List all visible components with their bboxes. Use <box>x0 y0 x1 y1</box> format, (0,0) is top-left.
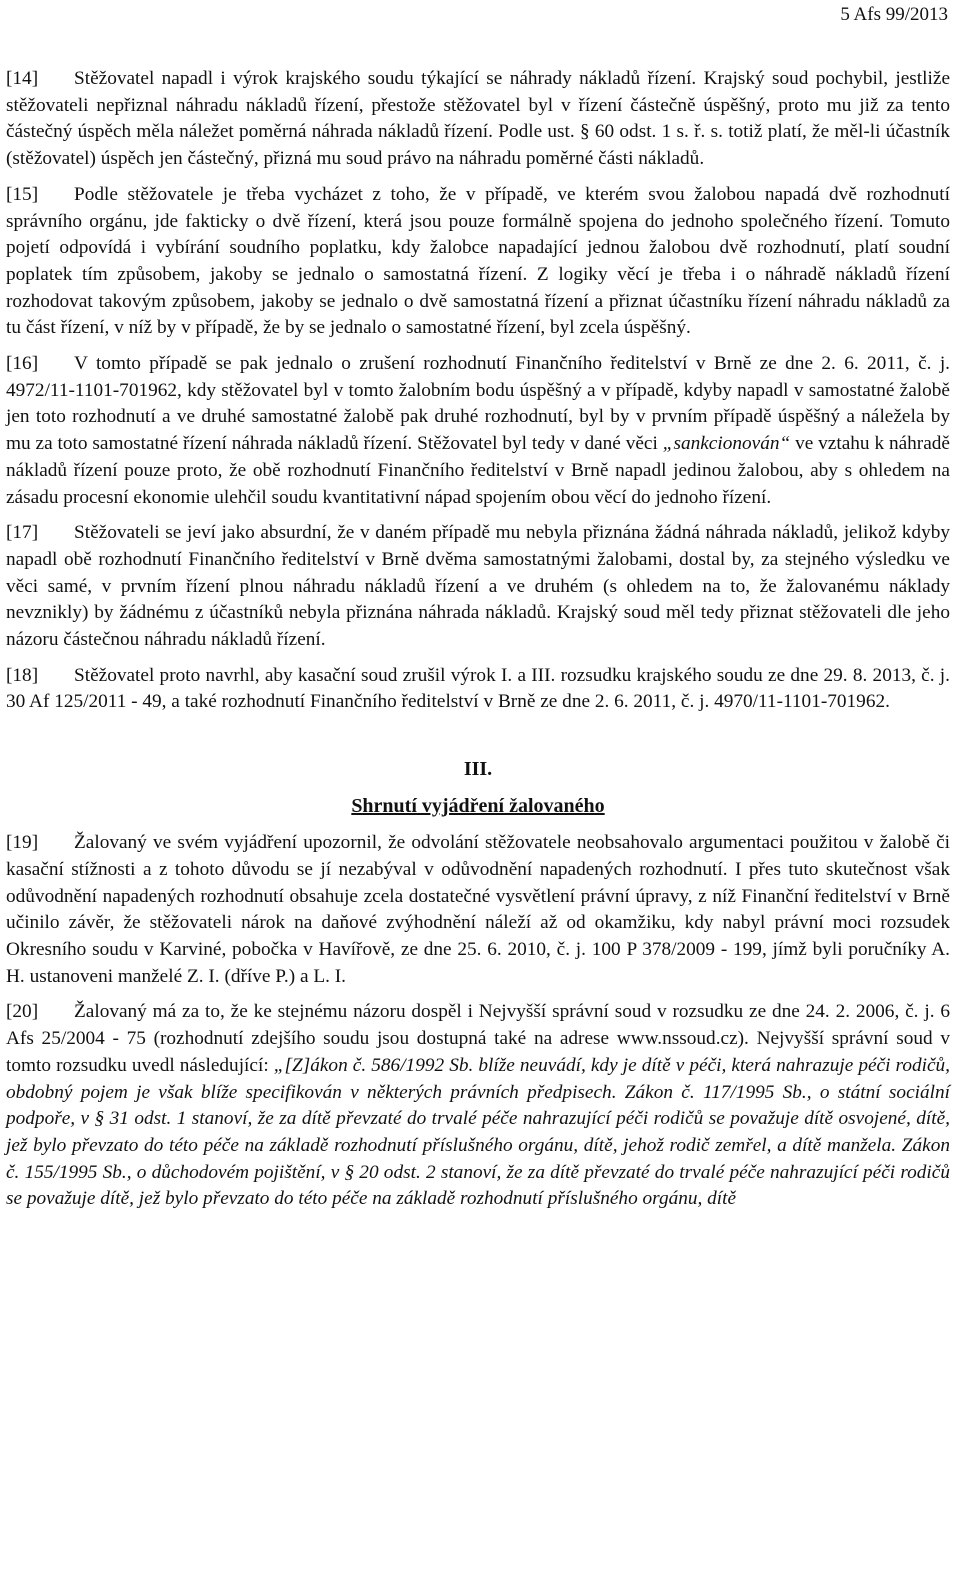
paragraph-text: Stěžovatel proto navrhl, aby kasační soud zrušil výrok I. a III. rozsudku krajského soudu ze dne 29. 8. 2013, č. j. 30 Af 125/2011 - 49, a také rozhodnutí Finančního ředitelství v Brně ze dne 2. 6. 2011, č. j. 4970/11-1101-701962. <box>6 664 950 713</box>
document-body <box>6 66 950 1222</box>
paragraph-14 <box>6 66 950 173</box>
paragraph-number: [14] <box>6 68 39 89</box>
paragraph-text-continued: ve vztahu k náhradě nákladů řízení pouze proto, že obě rozhodnutí Finančního ředitelství v Brně napadl jedinou žalobou, aby s ohledem na zásadu procesní ekonomie ulehčil soudu kvantitativní nápad spojením obou věcí do jednoho řízení. <box>6 433 950 508</box>
paragraph-text: Stěžovatel napadl i výrok krajského soudu týkající se náhrady nákladů řízení. Krajský soud pochybil, jestliže stěžovateli nepřiznal náhradu nákladů řízení, přestože stěžovatel byl v řízení částečně úspěšný, proto mu již za tento částečný úspěch měla náležet poměrná náhrada nákladů řízení. Podle ust. § 60 odst. 1 s. ř. s. totiž platí, že měl-li účastník (stěžovatel) úspěch jen částečný, přizná mu soud právo na náhradu poměrné části nákladů. <box>6 68 950 170</box>
paragraph-text: Podle stěžovatele je třeba vycházet z toho, že v případě, ve kterém svou žalobou napadá dvě rozhodnutí správního orgánu, jde fakticky o dvě řízení, která jsou pouze formálně spojena do jednoho společného řízení. Tomuto pojetí odpovídá i vybírání soudního poplatku, kdy žalobce napadající jednou žalobou dvě rozhodnutí, platí soudní poplatek tím způsobem, jakoby se jednalo o samostatná řízení. Z logiky věcí je třeba i o náhradě nákladů řízení rozhodovat takovým způsobem, jakoby se jednalo o dvě samostatná řízení a přiznat účastníku řízení náhradu nákladů za tu část řízení, v níž by v případě, že by se jednalo o samostatné řízení, byl zcela úspěšný. <box>6 183 950 339</box>
section-number: III. <box>463 758 493 781</box>
paragraph-number: [15] <box>6 183 39 205</box>
paragraph-text: Žalovaný má za to, že ke stejnému názoru dospěl i Nejvyšší správní soud v rozsudku ze dne 24. 2. 2006, č. j. 6 Afs 25/2004 - 75 (rozhodnutí zdejšího soudu jsou dostupná také na adrese www.nssoud.cz). Nejvyšší správní soud v tomto rozsudku uvedl následující: <box>6 1001 950 1076</box>
paragraph-text: Stěžovateli se jeví jako absurdní, že v daném případě mu nebyla přiznána žádná náhrada nákladů, jelikož kdyby napadl obě rozhodnutí Finančního ředitelství v Brně dvěma samostatnými žalobami, dostal by, za stejného výsledku ve věci samé, v prvním řízení plnou náhradu nákladů řízení a ve druhém (s ohledem na to, že žalovanému náklady nevznikly) by žádnému z účastníků nebyla přiznána náhrada nákladů. Krajský soud měl tedy přiznat stěžovateli dle jeho názoru částečnou náhradu nákladů řízení. <box>6 522 950 651</box>
paragraph-number: [16] <box>6 353 39 375</box>
paragraph-number: [19] <box>6 832 39 854</box>
italic-quote: „sankcionován“ <box>662 433 791 455</box>
paragraph-16 <box>6 351 950 511</box>
paragraph-18 <box>6 663 950 716</box>
case-number-header: 5 Afs 99/2013 <box>840 4 948 25</box>
paragraph-15 <box>6 182 950 342</box>
paragraph-17 <box>6 520 950 654</box>
paragraph-number: [18] <box>6 664 39 686</box>
paragraph-20 <box>6 999 950 1213</box>
paragraph-19 <box>6 830 950 990</box>
italic-quote: „[Z]ákon č. 586/1992 Sb. blíže neuvádí, kdy je dítě v péči, která nahrazuje péči rodičů, obdobný pojem je však blíže specifikován v některých právních předpisech. Zákon č. 117/1995 Sb., o státní sociální podpoře, v § 31 odst. 1 stanoví, že za dítě převzaté do trvalé péče nahrazující péči rodičů se považuje dítě osvojené, dítě, jež bylo převzato do této péče na základě rozhodnutí příslušného orgánu, dítě, jehož rodič zemřel, a dítě manžela. Zákon č. 155/1995 Sb., o důchodovém pojištění, v § 20 odst. 2 stanoví, že za dítě převzaté do trvalé péče nahrazující péči rodičů se považuje dítě, jež bylo převzato do této péče na základě rozhodnutí příslušného orgánu, dítě <box>6 1054 950 1210</box>
section-title: Shrnutí vyjádření žalovaného <box>351 795 605 818</box>
paragraph-number: [20] <box>6 1001 39 1023</box>
paragraph-text: V tomto případě se pak jednalo o zrušení rozhodnutí Finančního ředitelství v Brně ze dne 2. 6. 2011, č. j. 4972/11-1101-701962, kdy stěžovatel byl v tomto žalobním bodu úspěšný a v případě, kdyby napadl v samostatné žalobě jen toto rozhodnutí a ve druhé samostatné žalobě pak druhé rozhodnutí, byl by v prvním případě úspěšný a náležela by mu za toto samostatné řízení náhrada nákladů řízení. Stěžovatel byl tedy v dané věci <box>6 353 950 455</box>
paragraph-number: [17] <box>6 522 39 544</box>
paragraph-text: Žalovaný ve svém vyjádření upozornil, že odvolání stěžovatele neobsahovalo argumentaci použitou v žalobě či kasační stížnosti a z tohoto důvodu se jí nezabýval v odůvodnění napadených rozhodnutí. I přes tuto skutečnost však odůvodnění napadených rozhodnutí obsahuje zcela dostatečné vysvětlení právní úpravy, z níž Finanční ředitelství v Brně učinilo závěr, že stěžovateli nárok na daňové zvýhodnění náleží až od okamžiku, kdy nabyl právní moci rozsudek Okresního soudu v Karviné, pobočka v Havířově, ze dne 25. 6. 2010, č. j. 100 P 378/2009 - 199, jímž byli poručníky A. H. ustanoveni manželé Z. I. (dříve P.) a L. I. <box>6 832 950 987</box>
